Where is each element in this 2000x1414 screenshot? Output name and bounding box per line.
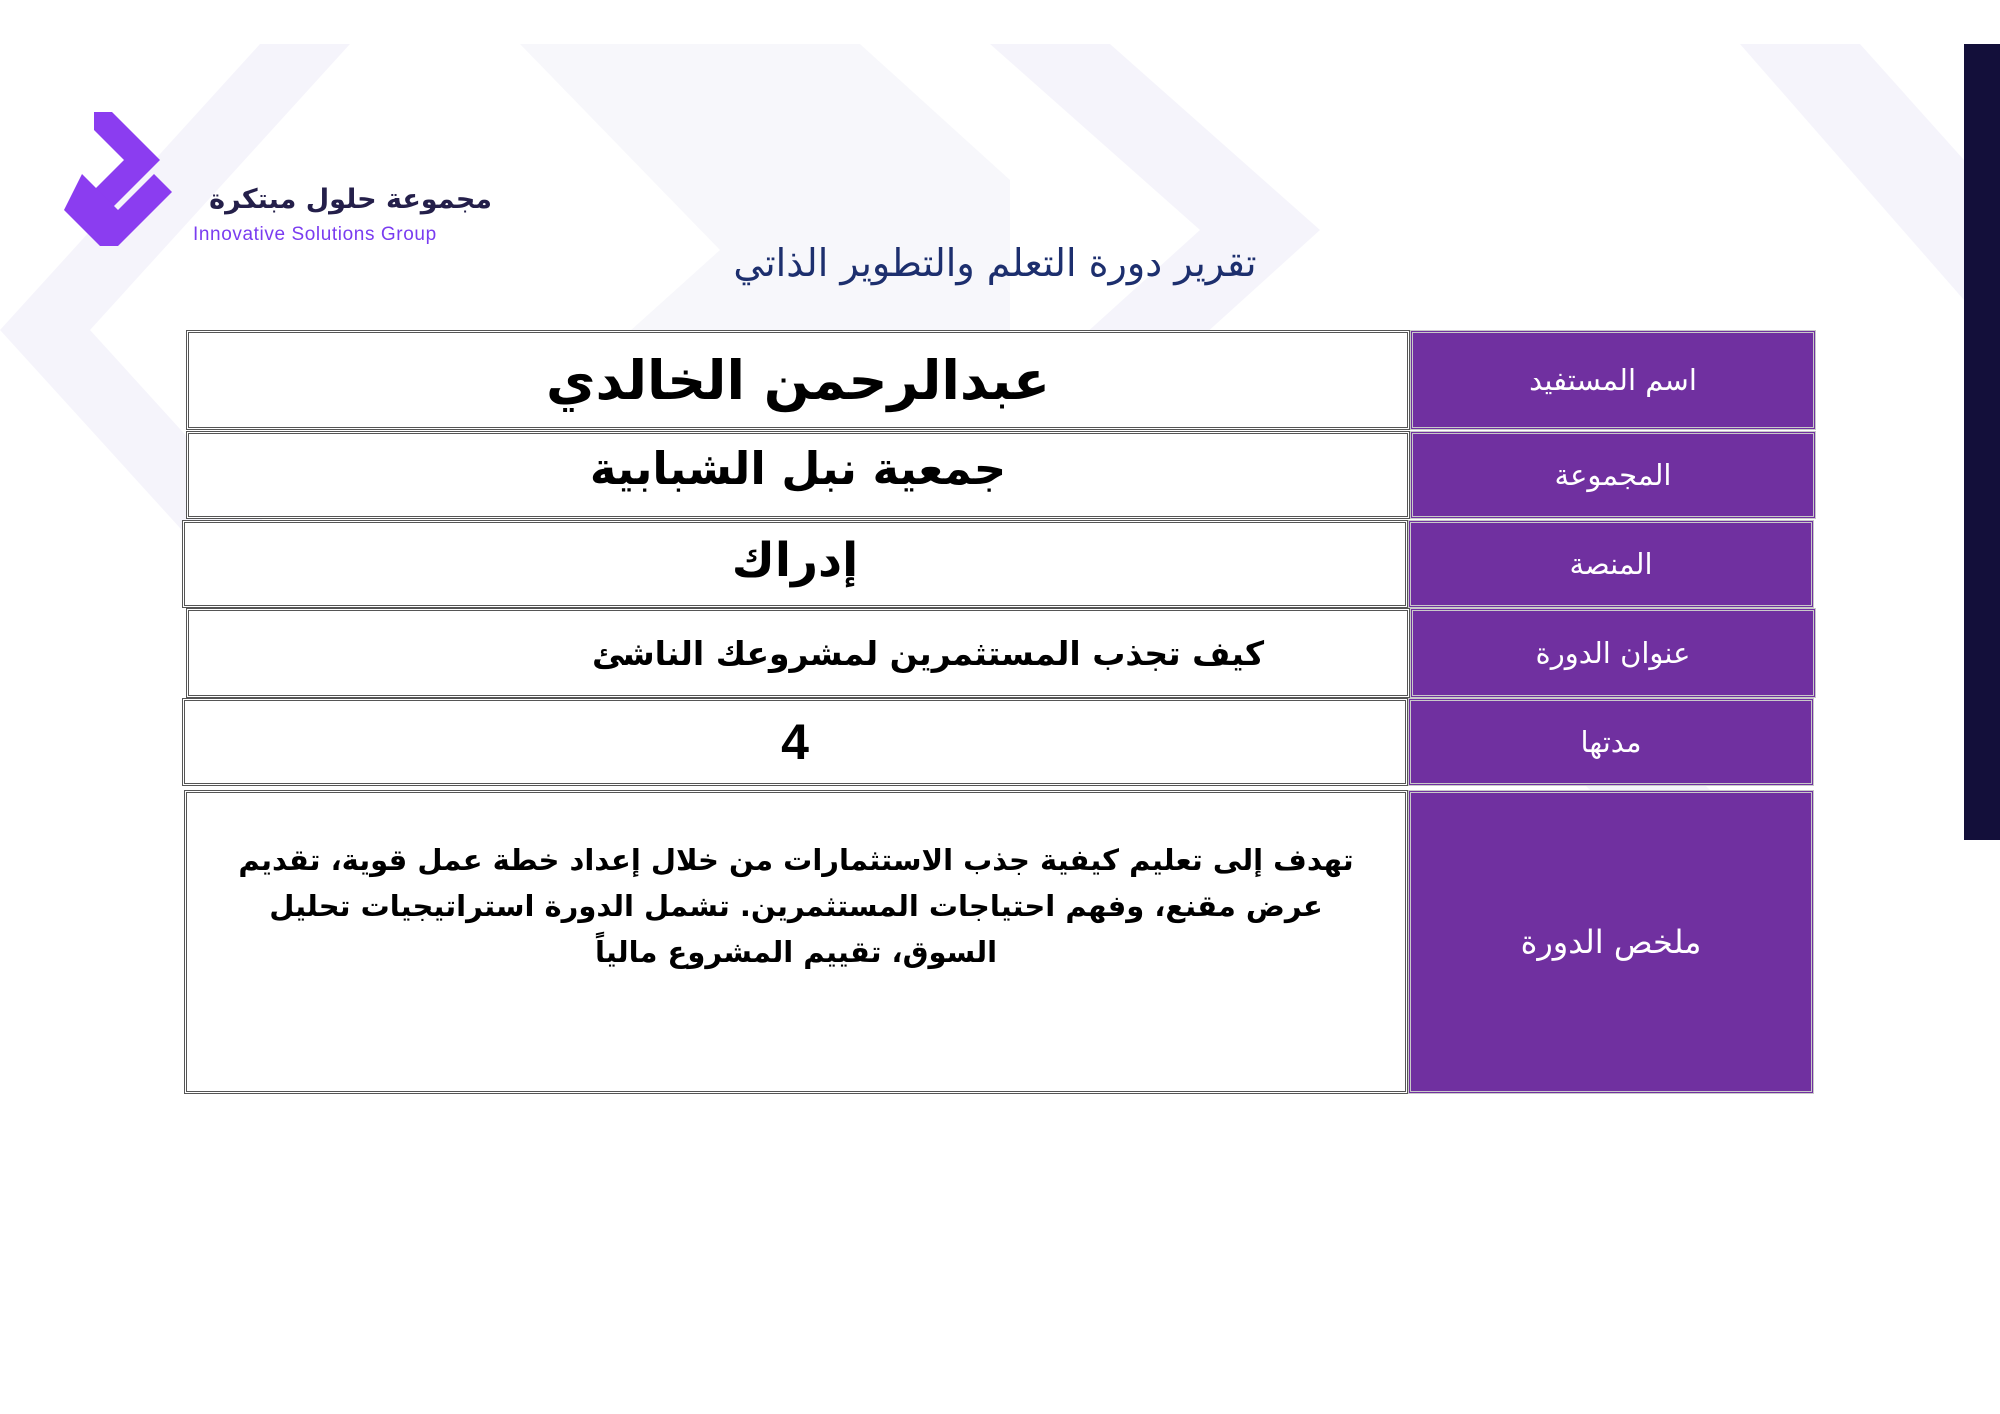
logo-arabic-name: مجموعة حلول مبتكرة (209, 184, 492, 215)
group-value: جمعية نبل الشبابية (186, 431, 1410, 519)
company-logo (62, 108, 502, 258)
beneficiary-value: عبدالرحمن الخالدي (186, 330, 1410, 430)
platform-row (182, 520, 1814, 608)
group-label: المجموعة (1410, 431, 1816, 519)
course-title-value: كيف تجذب المستثمرين لمشروعك الناشئ (186, 608, 1410, 698)
course-title-row (186, 608, 1816, 698)
report-title: تقرير دورة التعلم والتطوير الذاتي (733, 241, 1257, 285)
beneficiary-row (186, 330, 1816, 430)
duration-label: مدتها (1408, 698, 1814, 786)
logo-mark-icon (62, 108, 192, 252)
summary-label: ملخص الدورة (1408, 790, 1814, 1094)
right-accent-bar (1964, 44, 2000, 840)
course-title-label: عنوان الدورة (1410, 608, 1816, 698)
platform-label: المنصة (1408, 520, 1814, 608)
duration-value: 4 (182, 698, 1408, 786)
platform-value: إدراك (182, 520, 1408, 608)
summary-row (184, 790, 1814, 1094)
group-row (186, 431, 1816, 519)
duration-row (182, 698, 1814, 786)
summary-value: تهدف إلى تعليم كيفية جذب الاستثمارات من خلال إعداد خطة عمل قوية، تقديم عرض مقنع، وفهم احتياجات المستثمرين. تشمل الدورة استراتيجيات تحليل السوق، تقييم المشروع مالياً (184, 790, 1408, 1094)
beneficiary-label: اسم المستفيد (1410, 330, 1816, 430)
logo-english-name: Innovative Solutions Group (193, 224, 437, 245)
